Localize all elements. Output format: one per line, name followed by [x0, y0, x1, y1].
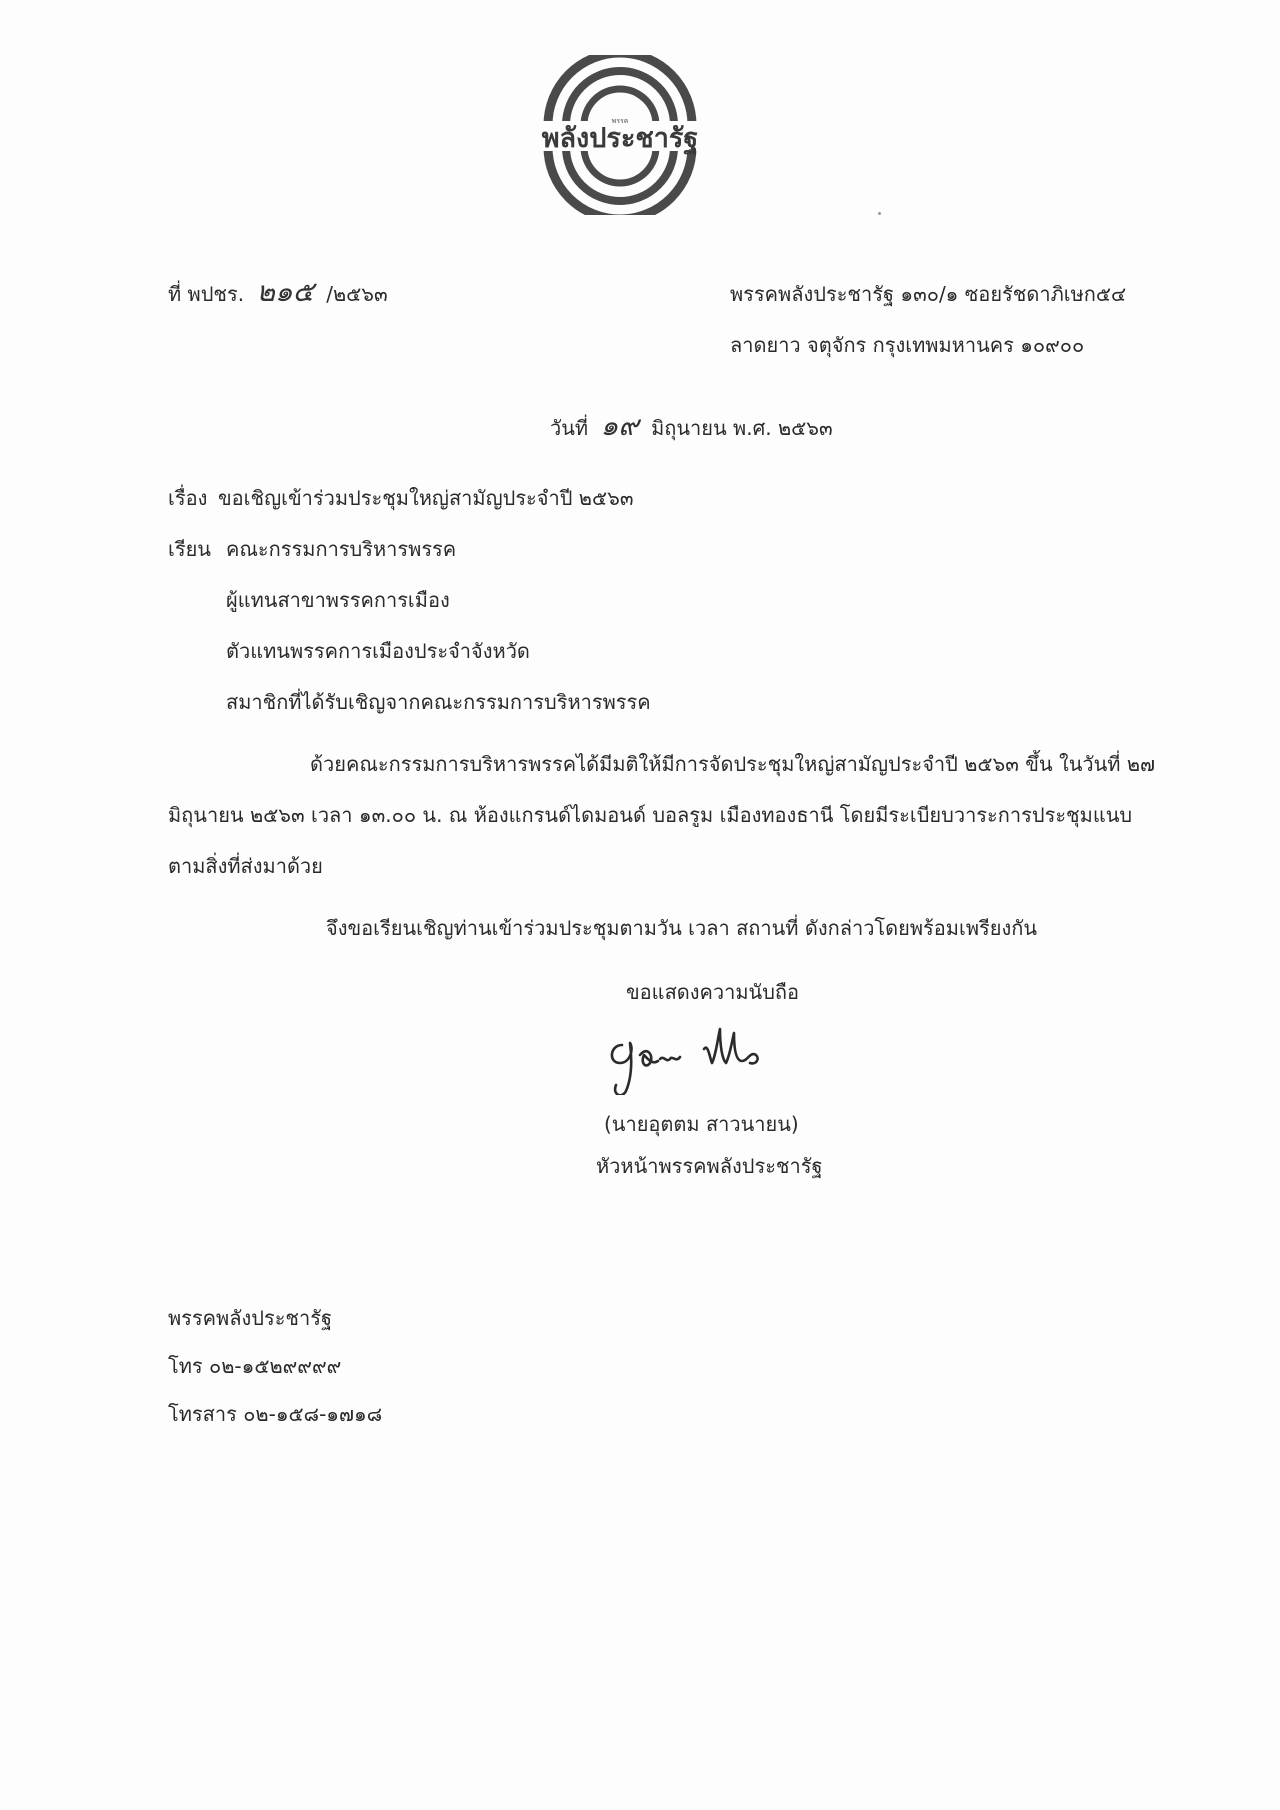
sender-address-line1: พรรคพลังประชารัฐ ๑๓๐/๑ ซอยรัชดาภิเษก๕๔ — [730, 282, 1127, 306]
footer-organization: พรรคพลังประชารัฐ — [168, 1306, 333, 1330]
closing-regards: ขอแสดงความนับถือ — [626, 980, 800, 1004]
handwritten-reference-number: ๒๑๕ — [256, 275, 314, 308]
svg-text:พลังประชารัฐ: พลังประชารัฐ — [541, 123, 699, 154]
footer-fax: โทรสาร ๐๒-๑๕๘-๑๗๑๘ — [168, 1402, 383, 1426]
letter-date — [550, 409, 833, 442]
body-paragraph2: จึงขอเรียนเชิญท่านเข้าร่วมประชุมตามวัน เวลา สถานที่ ดังกล่าวโดยพร้อมเพรียงกัน — [326, 916, 1038, 940]
party-logo — [520, 55, 720, 215]
footer-phone: โทร ๐๒-๑๕๒๙๙๙๙ — [168, 1354, 342, 1378]
scan-speck — [878, 212, 881, 215]
body-paragraph1-line1: ด้วยคณะกรรมการบริหารพรรคได้มีมติให้มีการจัดประชุมใหญ่สามัญประจำปี ๒๕๖๓ ขึ้น ในวันที่ ๒๗ — [310, 752, 1156, 776]
salutation-label: เรียน — [168, 537, 211, 561]
handwritten-date-day: ๑๙ — [600, 409, 639, 442]
reference-prefix: ที่ พปชร. — [168, 282, 245, 306]
recipient-item: สมาชิกที่ได้รับเชิญจากคณะกรรมการบริหารพรรค — [226, 690, 651, 714]
signer-name: (นายอุตตม สาวนายน) — [604, 1112, 799, 1136]
date-suffix: มิถุนายน พ.ศ. ๒๕๖๓ — [651, 416, 833, 440]
recipient-item: ผู้แทนสาขาพรรคการเมือง — [226, 588, 450, 612]
body-paragraph1-line2: มิถุนายน ๒๕๖๓ เวลา ๑๓.๐๐ น. ณ ห้องแกรนด์ไดมอนด์ บอลรูม เมืองทองธานี โดยมีระเบียบวาระการประชุมแนบ — [168, 803, 1133, 827]
reference-number — [168, 275, 388, 308]
date-prefix: วันที่ — [550, 416, 589, 440]
reference-suffix: /๒๕๖๓ — [326, 282, 388, 306]
recipient-item: ตัวแทนพรรคการเมืองประจำจังหวัด — [226, 639, 530, 663]
recipient-item: คณะกรรมการบริหารพรรค — [226, 537, 457, 561]
signer-title: หัวหน้าพรรคพลังประชารัฐ — [596, 1154, 823, 1178]
svg-text:พรรค: พรรค — [611, 117, 629, 125]
body-paragraph1-line3: ตามสิ่งที่ส่งมาด้วย — [168, 854, 323, 878]
subject-label: เรื่อง — [168, 486, 208, 510]
handwritten-signature — [600, 1015, 830, 1095]
subject-text: ขอเชิญเข้าร่วมประชุมใหญ่สามัญประจำปี ๒๕๖๓ — [218, 486, 634, 510]
sender-address-line2: ลาดยาว จตุจักร กรุงเทพมหานคร ๑๐๙๐๐ — [730, 333, 1085, 357]
